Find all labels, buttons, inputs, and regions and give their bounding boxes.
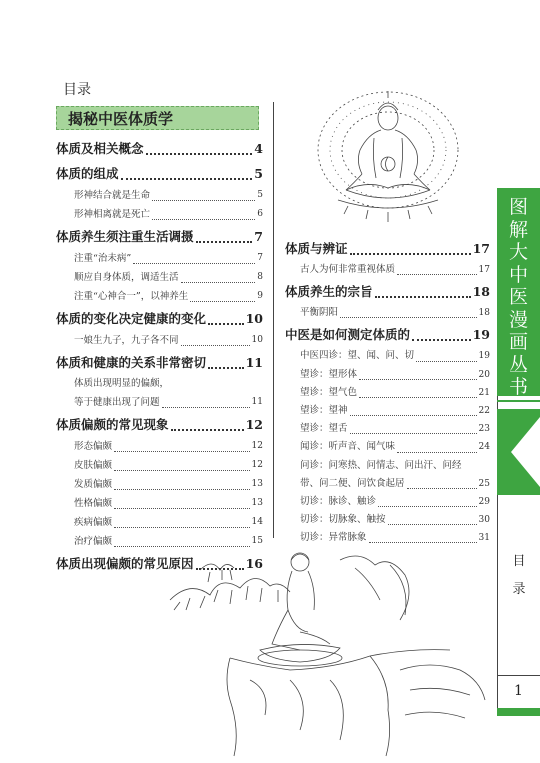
toc-entry-label: 体质的组成 [56, 166, 119, 181]
series-sidebar [497, 188, 540, 763]
toc-entry-label: 中医是如何测定体质的 [285, 327, 411, 343]
toc-entry[interactable] [285, 322, 490, 347]
toc-entry-label: 形态偏颇 [74, 441, 113, 452]
toc-entry-label: 望诊：望气色 [300, 386, 358, 398]
toc-entry-label: 疾病偏颇 [74, 517, 113, 528]
leader-dots [190, 301, 255, 302]
toc-entry-label: 注重“治未病” [74, 253, 132, 264]
toc-page-number: 21 [478, 387, 490, 398]
toc-entry-label: 古人为何非常重视体质 [300, 263, 396, 275]
leader-dots [412, 339, 471, 341]
chapter-label: 目录 [512, 554, 526, 597]
page-number: 1 [514, 683, 523, 699]
toc-subentry[interactable] [285, 475, 490, 493]
toc-entry-label: 体质及相关概念 [56, 141, 144, 156]
leader-dots [114, 470, 250, 471]
page-title: 目录 [63, 82, 91, 98]
toc-page-number: 11 [245, 355, 263, 370]
toc-page-number: 18 [478, 308, 490, 319]
toc-right-column [285, 236, 490, 547]
toc-page-number: 7 [257, 253, 263, 263]
sidebar-accent-line [497, 400, 540, 402]
leader-dots [416, 361, 477, 362]
leader-dots [397, 274, 477, 275]
toc-entry-label: 体质出现偏颇的常见原因 [56, 556, 194, 571]
leader-dots [133, 263, 255, 264]
toc-entry-label: 形神相离就是死亡 [74, 209, 151, 220]
sage-on-cliff-illustration [160, 540, 490, 758]
toc-page-number: 11 [251, 397, 263, 407]
toc-entry-label: 望诊：望神 [300, 404, 348, 416]
toc-subentry[interactable] [285, 366, 490, 384]
chevron-left-icon [497, 409, 540, 495]
toc-entry-label: 发质偏颇 [74, 479, 113, 490]
toc-entry[interactable] [285, 236, 490, 261]
leader-dots [146, 153, 253, 155]
toc-page-number: 4 [254, 141, 263, 156]
toc-entry-label: 形神结合就是生命 [74, 190, 151, 201]
toc-entry[interactable] [56, 306, 263, 331]
toc-entry-label: 平衡阴阳 [300, 307, 339, 319]
toc-subentry[interactable] [56, 268, 263, 287]
toc-subentry[interactable] [285, 384, 490, 402]
toc-page-number: 16 [245, 556, 263, 571]
toc-page-number: 25 [478, 478, 490, 489]
toc-entry-label: 顺应自身体质，调适生活 [74, 272, 179, 283]
column-divider [273, 102, 274, 538]
toc-subentry[interactable] [56, 249, 263, 268]
toc-entry[interactable] [56, 224, 263, 249]
toc-subentry[interactable] [56, 437, 263, 456]
toc-page-number: 17 [478, 264, 490, 275]
toc-page-number: 7 [254, 229, 263, 244]
toc-page-number: 30 [478, 515, 490, 526]
toc-entry-continued: 体质出现明显的偏颇， [74, 378, 170, 389]
toc-page-number: 19 [478, 351, 490, 362]
toc-entry-label: 切诊：切脉象、触按 [300, 514, 386, 526]
leader-dots [359, 379, 477, 380]
leader-dots [350, 253, 471, 255]
toc-entry-label: 望诊：望形体 [300, 368, 358, 380]
toc-page-number: 31 [478, 533, 490, 544]
leader-dots [121, 178, 253, 180]
toc-subentry[interactable] [285, 438, 490, 456]
toc-entry-label: 体质与辨证 [285, 241, 348, 256]
leader-dots [350, 433, 477, 434]
toc-entry[interactable] [56, 161, 263, 186]
leader-dots [181, 345, 250, 346]
leader-dots [208, 323, 244, 325]
toc-page-number: 10 [245, 311, 263, 326]
toc-page-number: 14 [251, 517, 263, 527]
section-banner: 揭秘中医体质学 [56, 106, 259, 130]
toc-entry-label: 望诊：望舌 [300, 423, 348, 435]
leader-dots [114, 508, 250, 509]
toc-page-number: 18 [472, 284, 490, 300]
leader-dots [359, 397, 477, 398]
leader-dots [171, 429, 244, 431]
toc-subentry[interactable] [56, 331, 263, 350]
leader-dots [152, 219, 255, 220]
toc-subentry[interactable] [285, 420, 490, 438]
toc-entry-label: 等于健康出现了问题 [74, 397, 160, 408]
toc-entry-label: 切诊：异常脉象 [300, 532, 367, 544]
toc-subentry[interactable] [285, 511, 490, 529]
toc-subentry[interactable] [56, 494, 263, 513]
toc-subentry[interactable] [285, 493, 490, 511]
leader-dots [375, 296, 471, 298]
series-title: 图解大中医漫画丛书 [508, 196, 528, 398]
leader-dots [114, 527, 250, 528]
meditating-figure-illustration [308, 88, 468, 233]
toc-entry-label: 体质的变化决定健康的变化 [56, 311, 207, 326]
toc-entry-continued: 问诊：问寒热、问情志、问出汗、问经 [300, 459, 462, 471]
leader-dots [162, 407, 250, 408]
leader-dots [340, 317, 477, 318]
toc-subentry[interactable] [56, 513, 263, 532]
series-title-block [497, 188, 540, 396]
leader-dots [114, 451, 250, 452]
leader-dots [114, 489, 250, 490]
toc-entry-label: 体质偏颇的常见现象 [56, 417, 169, 432]
toc-page-number: 8 [257, 272, 263, 282]
toc-page-number: 22 [478, 405, 490, 416]
toc-page-number: 10 [251, 335, 263, 345]
toc-entry[interactable] [285, 279, 490, 304]
toc-subentry[interactable] [56, 456, 263, 475]
toc-page-number: 29 [478, 496, 490, 507]
sidebar-bottom-bar [497, 708, 540, 716]
toc-subentry[interactable] [285, 347, 490, 365]
toc-subentry[interactable] [285, 261, 490, 279]
toc-page-number: 13 [251, 479, 263, 489]
leader-dots [152, 200, 255, 201]
toc-page-number: 13 [251, 498, 263, 508]
toc-subentry[interactable] [285, 304, 490, 322]
toc-subentry[interactable] [56, 393, 263, 412]
toc-left-column [56, 136, 263, 576]
toc-page-number: 12 [245, 417, 263, 432]
page-number-rule [497, 675, 540, 676]
toc-entry-label: 体质养生须注重生活调摄 [56, 229, 194, 244]
toc-entry-label: 体质和健康的关系非常密切 [56, 355, 207, 370]
leader-dots [208, 367, 244, 369]
leader-dots [388, 524, 477, 525]
toc-subentry[interactable] [56, 475, 263, 494]
toc-entry[interactable] [56, 350, 263, 375]
toc-subentry[interactable] [56, 186, 263, 205]
toc-entry-label: 带、问二便、问饮食起居 [300, 477, 405, 489]
leader-dots [181, 282, 256, 283]
toc-subentry[interactable] [56, 287, 263, 306]
toc-page-number: 24 [478, 442, 490, 453]
toc-page-number: 5 [254, 166, 263, 181]
toc-entry-label: 切诊：脉诊、触诊 [300, 495, 377, 507]
toc-page-number: 20 [478, 369, 490, 380]
toc-entry-label: 体质养生的宗旨 [285, 284, 373, 300]
toc-entry-label: 中医四诊：望、闻、问、切 [300, 350, 415, 362]
toc-subentry[interactable] [56, 205, 263, 224]
toc-page-number: 17 [472, 241, 490, 256]
toc-page-number: 12 [251, 460, 263, 470]
leader-dots [397, 452, 477, 453]
toc-entry[interactable] [56, 412, 263, 437]
toc-entry-label: 性格偏颇 [74, 498, 113, 509]
toc-entry-label: 治疗偏颇 [74, 536, 113, 547]
toc-entry-label: 皮肤偏颇 [74, 460, 113, 471]
toc-page-number: 23 [478, 424, 490, 435]
leader-dots [407, 488, 477, 489]
toc-entry-label: 注重“心神合一”，以神养生 [74, 291, 189, 302]
toc-page-number: 9 [257, 291, 263, 301]
leader-dots [196, 241, 253, 243]
toc-subentry[interactable] [285, 402, 490, 420]
toc-page-number: 19 [472, 327, 490, 343]
leader-dots [378, 506, 477, 507]
toc-entry-label: 一娘生九子，九子各不同 [74, 335, 179, 346]
toc-page-number: 5 [257, 190, 263, 200]
leader-dots [350, 415, 477, 416]
toc-entry-label: 闻诊：听声音、闻气味 [300, 441, 396, 453]
toc-page-number: 12 [251, 441, 263, 451]
toc-page-number: 6 [257, 209, 263, 219]
toc-entry[interactable] [56, 136, 263, 161]
toc-page-number: 15 [251, 536, 263, 546]
